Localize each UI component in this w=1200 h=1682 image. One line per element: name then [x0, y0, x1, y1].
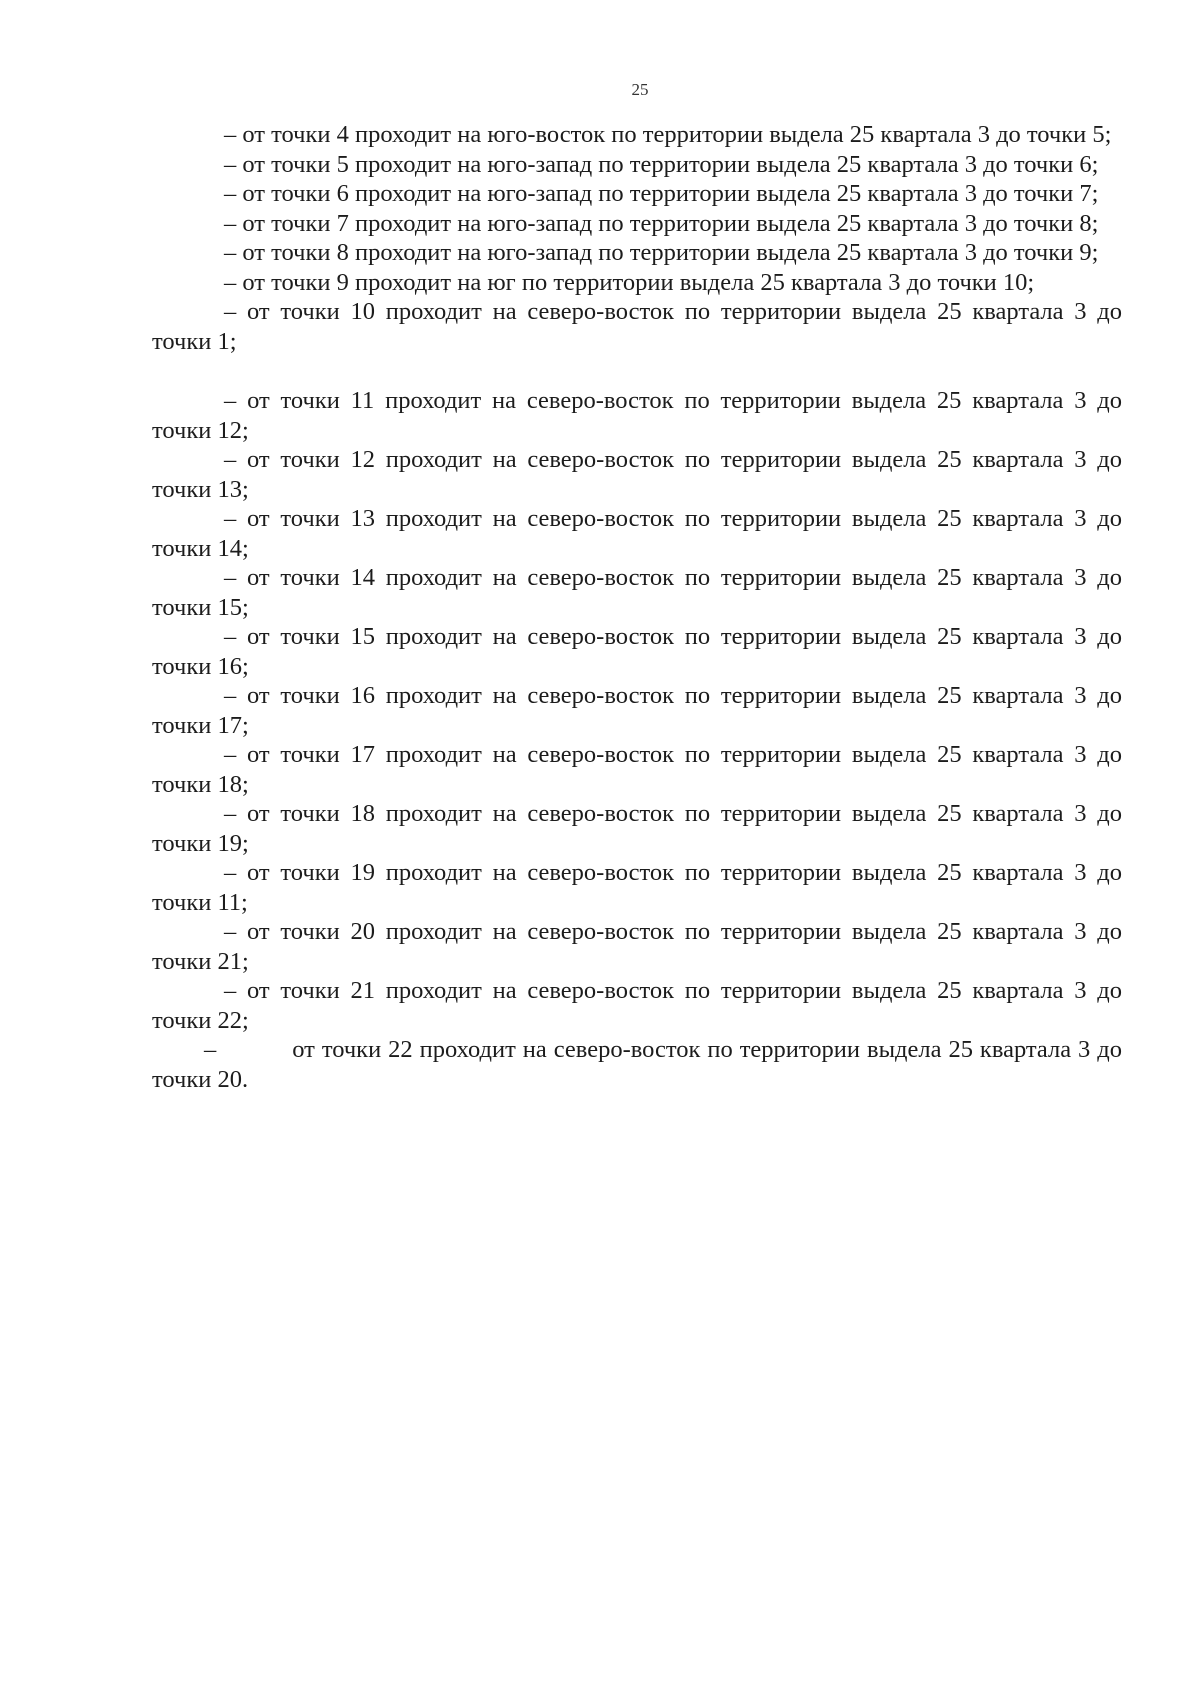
boundary-item-dash: –	[204, 1036, 217, 1063]
boundary-item: – от точки 19 проходит на северо-восток по территории выдела 25 квартала 3 до точки 11;	[152, 859, 1122, 916]
boundary-description-group-1	[152, 120, 1122, 356]
boundary-item: – от точки 15 проходит на северо-восток по территории выдела 25 квартала 3 до точки 16;	[152, 623, 1122, 680]
boundary-item: – от точки 10 проходит на северо-восток по территории выдела 25 квартала 3 до точки 1;	[152, 298, 1122, 355]
boundary-item: – от точки 21 проходит на северо-восток по территории выдела 25 квартала 3 до точки 22;	[152, 977, 1122, 1034]
boundary-item: – от точки 8 проходит на юго-запад по территории выдела 25 квартала 3 до точки 9;	[224, 239, 1099, 266]
boundary-item: – от точки 16 проходит на северо-восток по территории выдела 25 квартала 3 до точки 17;	[152, 682, 1122, 739]
boundary-item: – от точки 6 проходит на юго-запад по территории выдела 25 квартала 3 до точки 7;	[224, 180, 1099, 207]
boundary-item: – от точки 11 проходит на северо-восток по территории выдела 25 квартала 3 до точки 12;	[152, 387, 1122, 444]
boundary-item: – от точки 17 проходит на северо-восток по территории выдела 25 квартала 3 до точки 18;	[152, 741, 1122, 798]
boundary-item: – от точки 18 проходит на северо-восток по территории выдела 25 квартала 3 до точки 19;	[152, 800, 1122, 857]
boundary-item: – от точки 14 проходит на северо-восток по территории выдела 25 квартала 3 до точки 15;	[152, 564, 1122, 621]
boundary-item: – от точки 9 проходит на юг по территории выдела 25 квартала 3 до точки 10;	[224, 268, 1035, 296]
boundary-item-last	[152, 1035, 1122, 1094]
boundary-item: – от точки 20 проходит на северо-восток по территории выдела 25 квартала 3 до точки 21;	[152, 918, 1122, 975]
boundary-description-group-2	[152, 386, 1122, 1035]
paragraph-gap	[152, 356, 1122, 386]
page-number: 25	[631, 80, 649, 99]
boundary-item: – от точки 13 проходит на северо-восток по территории выдела 25 квартала 3 до точки 14;	[152, 505, 1122, 562]
boundary-item: – от точки 7 проходит на юго-запад по территории выдела 25 квартала 3 до точки 8;	[224, 209, 1099, 237]
boundary-item: – от точки 12 проходит на северо-восток по территории выдела 25 квартала 3 до точки 13;	[152, 446, 1122, 503]
boundary-item: – от точки 5 проходит на юго-запад по территории выдела 25 квартала 3 до точки 6;	[224, 150, 1099, 178]
boundary-item-text: от точки 22 проходит на северо-восток по территории выдела 25 квартала 3 до точки 20.	[152, 1036, 1122, 1093]
boundary-item: – от точки 4 проходит на юго-восток по территории выдела 25 квартала 3 до точки 5;	[224, 121, 1112, 148]
document-body	[152, 120, 1122, 1094]
